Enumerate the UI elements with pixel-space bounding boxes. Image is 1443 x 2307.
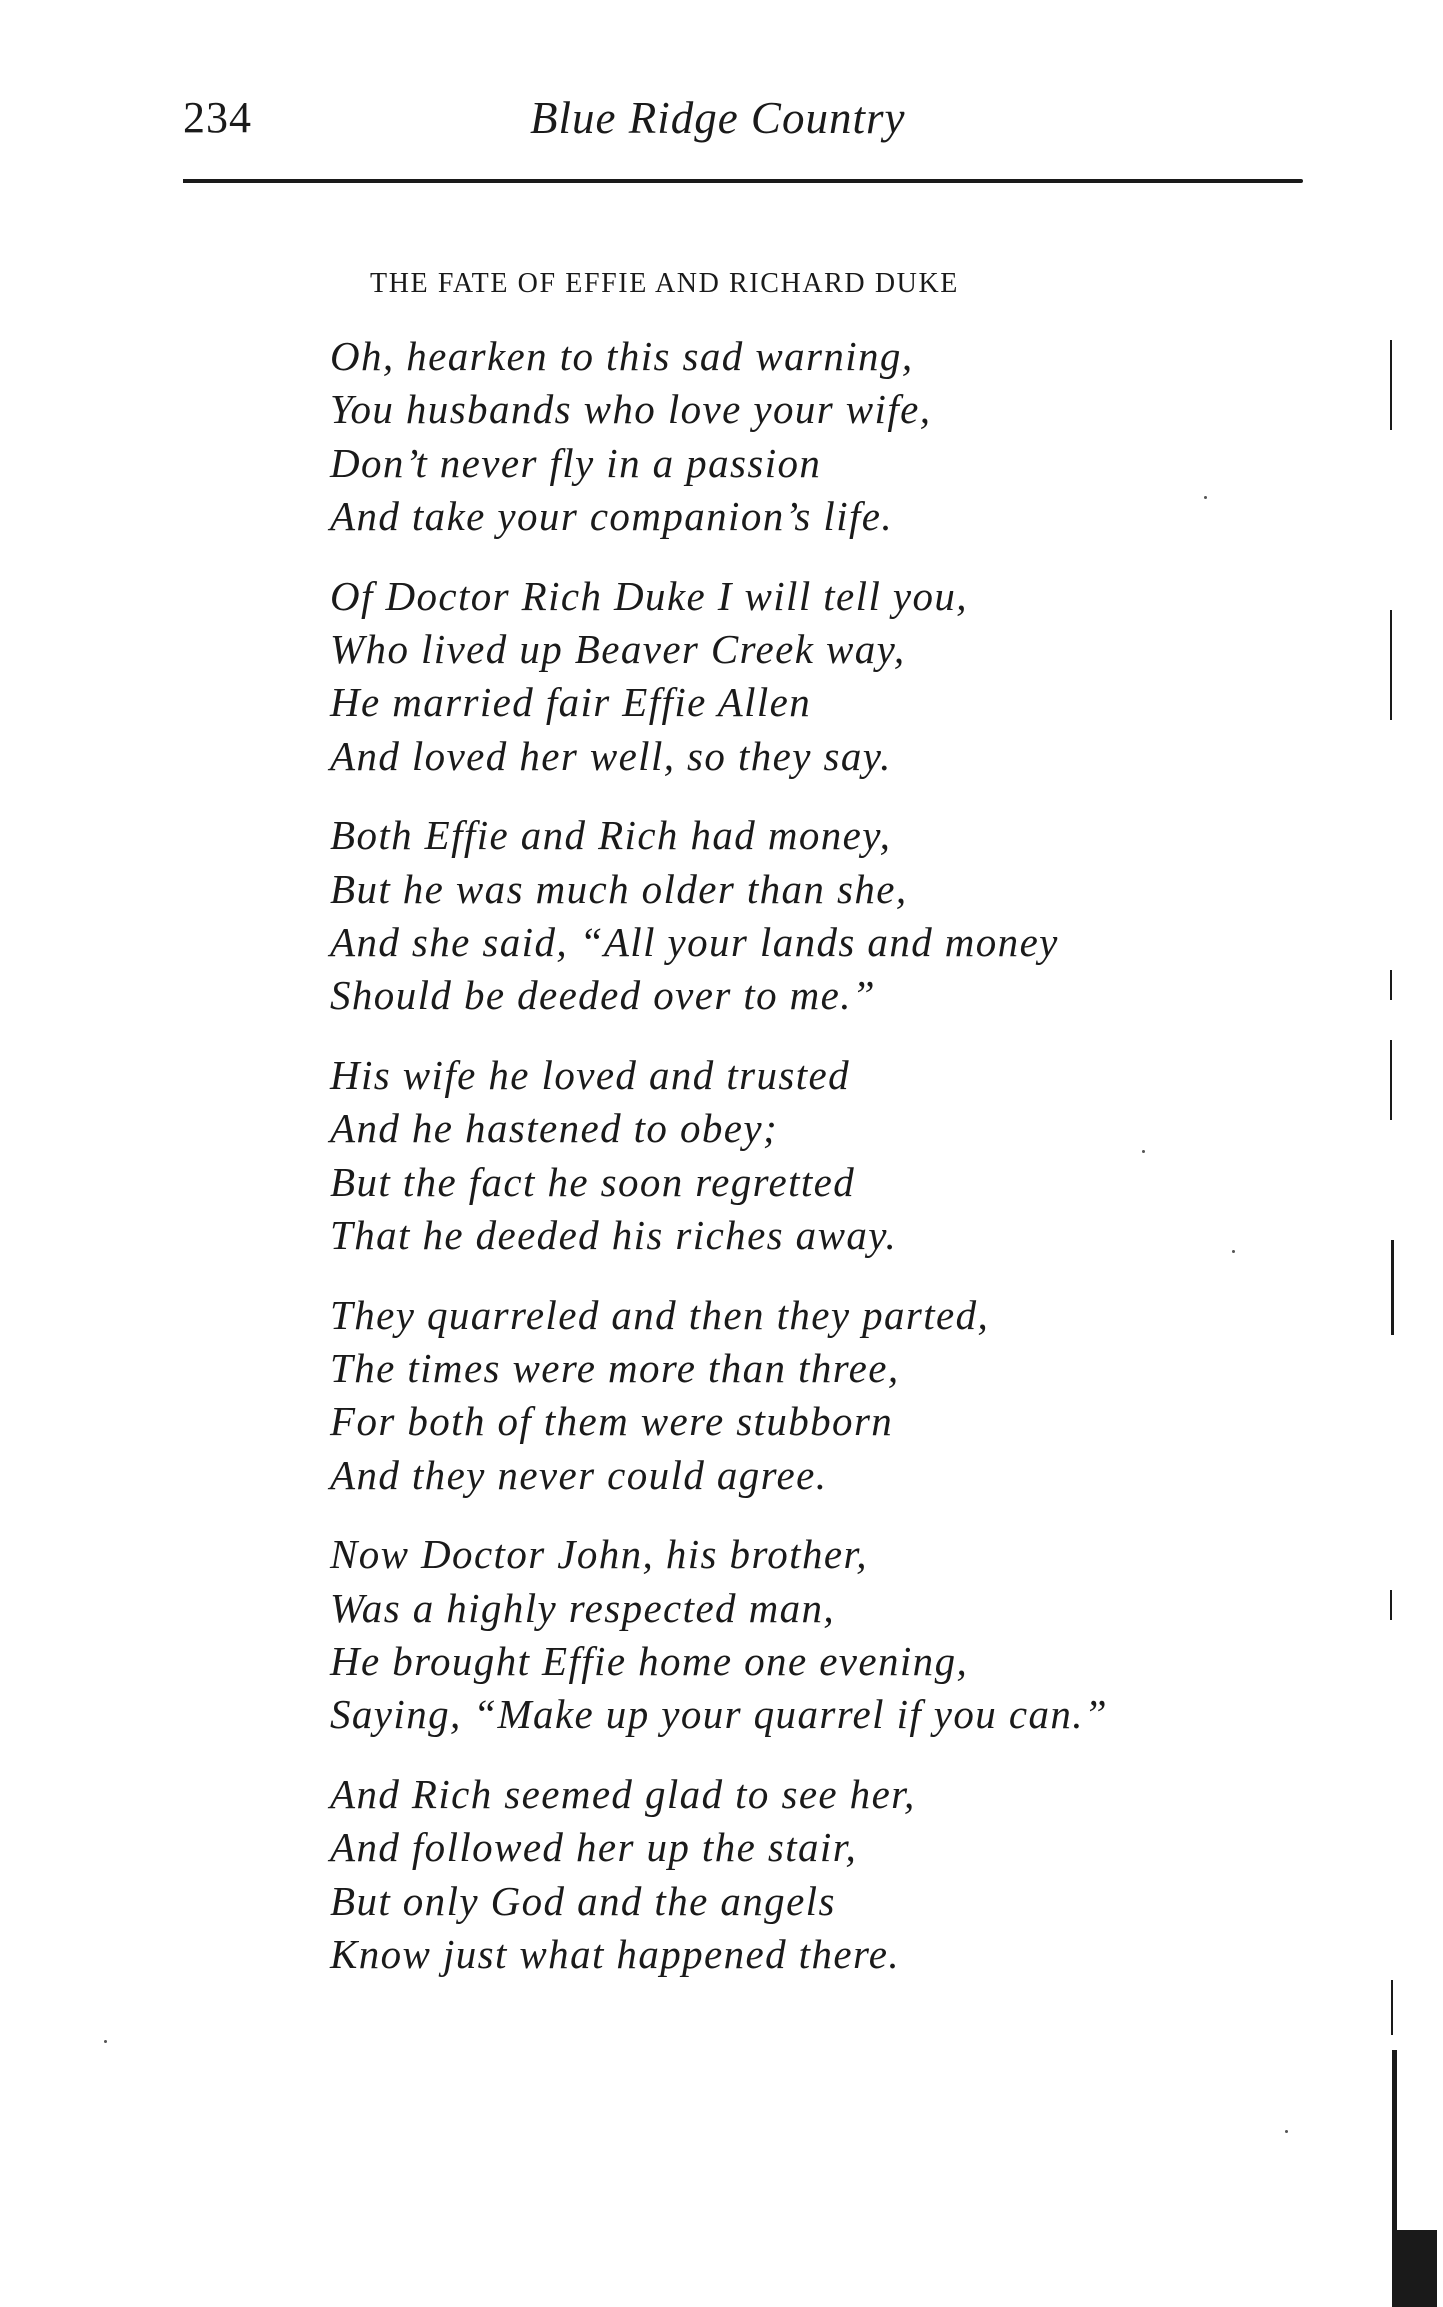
poem-line: Know just what happened there. [330,1930,901,1977]
poem-line: You husbands who love your wife, [330,386,932,433]
scan-edge-mark [1392,2230,1437,2307]
stanza [330,1768,1230,1982]
scan-edge-mark [1391,1980,1393,2035]
scan-edge-mark [1390,1590,1392,1620]
page-number: 234 [183,93,252,142]
poem-line: And followed her up the stair, [330,1824,858,1871]
stanza [330,1528,1230,1742]
scan-edge-mark [1390,1040,1392,1120]
poem-line: But the fact he soon regretted [330,1158,856,1205]
header-rule [183,179,1303,183]
poem-line: Of Doctor Rich Duke I will tell you, [330,572,968,619]
poem-line: But he was much older than she, [330,865,908,912]
poem-line: And they never could agree. [330,1451,828,1498]
scan-speck [1204,496,1207,499]
poem-line: And she said, “All your lands and money [330,919,1059,966]
scan-speck [1232,1250,1235,1253]
poem-line: Now Doctor John, his brother, [330,1531,868,1578]
poem-line: And Rich seemed glad to see her, [330,1770,916,1817]
poem-title: THE FATE OF EFFIE AND RICHARD DUKE [370,268,960,299]
poem-line: Don’t never fly in a passion [330,439,822,486]
stanza [330,1289,1230,1503]
scan-speck [1285,2130,1288,2133]
stanza [330,1049,1230,1263]
poem-line: Saying, “Make up your quarrel if you can.” [330,1691,1109,1738]
poem-line: Both Effie and Rich had money, [330,812,892,859]
stanza [330,809,1230,1023]
poem-line: And loved her well, so they say. [330,732,892,779]
scan-edge-mark [1390,970,1392,1000]
poem-line: His wife he loved and trusted [330,1051,851,1098]
poem-line: He brought Effie home one evening, [330,1637,969,1684]
scan-edge-mark [1392,2050,1397,2230]
poem-line: And he hastened to obey; [330,1105,779,1152]
scan-edge-mark [1390,610,1392,720]
stanza [330,570,1230,784]
poem-body [330,330,1230,2007]
scan-edge-mark [1391,1240,1394,1335]
scan-speck [1142,1150,1145,1153]
poem-line: They quarreled and then they parted, [330,1291,990,1338]
poem-line: The times were more than three, [330,1344,900,1391]
poem-line: Who lived up Beaver Creek way, [330,626,906,673]
scan-speck [104,2040,107,2043]
poem-line: He married fair Effie Allen [330,679,812,726]
poem-line: For both of them were stubborn [330,1398,894,1445]
poem-line: That he deeded his riches away. [330,1212,898,1259]
poem-line: Was a highly respected man, [330,1584,836,1631]
poem-line: Should be deeded over to me.” [330,972,877,1019]
poem-line: Oh, hearken to this sad warning, [330,333,914,379]
poem-line: And take your companion’s life. [330,493,894,540]
poem-line: But only God and the angels [330,1877,836,1924]
scan-edge-mark [1390,340,1392,430]
stanza [330,330,1230,544]
running-head: Blue Ridge Country [530,93,906,143]
